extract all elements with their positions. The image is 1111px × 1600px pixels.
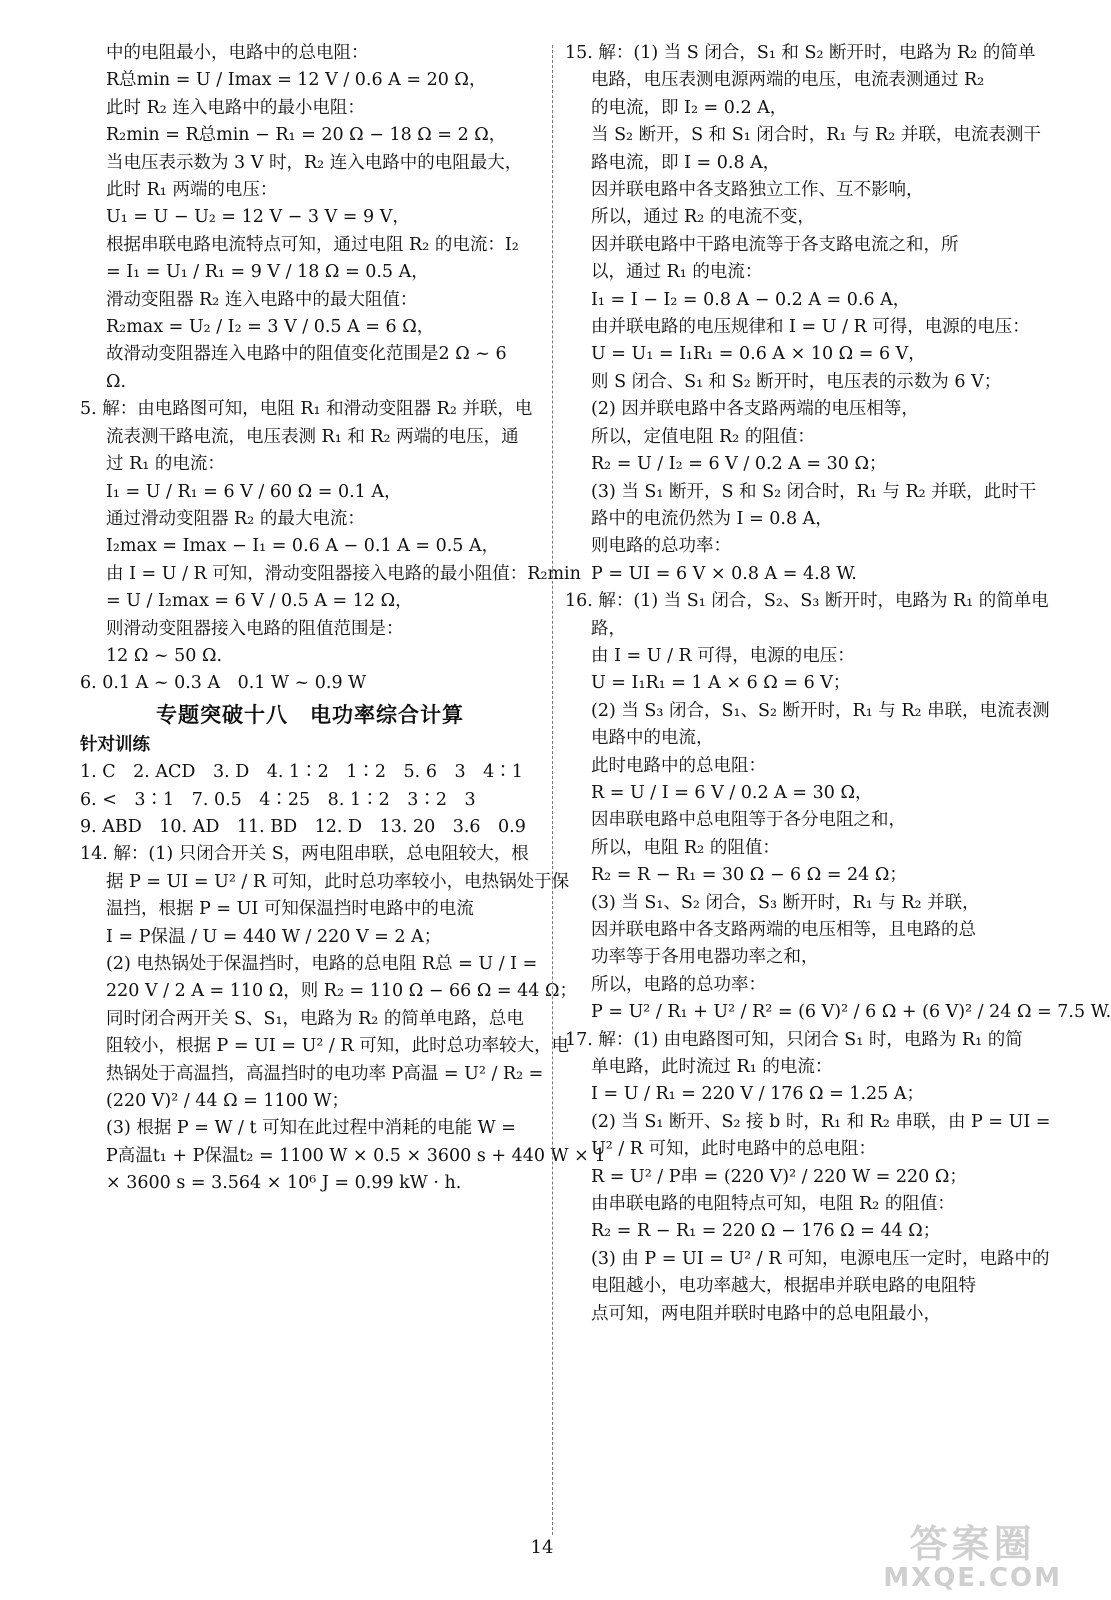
text-line: 中的电阻最小，电路中的总电阻： xyxy=(106,43,369,63)
text-line: 据 P = UI = U² / R 可知，此时总功率较小，电热锅处于保 xyxy=(106,871,570,892)
column-divider xyxy=(552,45,553,1535)
text-line: 12 Ω ~ 50 Ω. xyxy=(106,645,223,666)
text-line: 所以，电路的总功率： xyxy=(591,974,766,995)
text-line: 由 I = U / R 可知，滑动变阻器接入电路的最小阻值：R₂min xyxy=(106,563,581,584)
left-column xyxy=(80,40,606,1198)
text-line: 5. 解：由电路图可知，电阻 R₁ 和滑动变阻器 R₂ 并联，电 xyxy=(80,399,533,420)
text-line: R₂ = R − R₁ = 30 Ω − 6 Ω = 24 Ω； xyxy=(591,865,907,886)
text-line: 流表测干路电流，电压表测 R₁ 和 R₂ 两端的电压，通 xyxy=(106,426,519,447)
text-line: = U / I₂max = 6 V / 0.5 A = 12 Ω， xyxy=(106,591,413,612)
text-line: 则 S 闭合、S₁ 和 S₂ 断开时，电压表的示数为 6 V； xyxy=(591,371,1002,392)
text-line: (2) 当 S₃ 闭合，S₁、S₂ 断开时，R₁ 与 R₂ 串联，电流表测 xyxy=(591,700,1050,721)
right-column xyxy=(565,40,1111,1328)
text-line: U₁ = U − U₂ = 12 V − 3 V = 9 V， xyxy=(106,207,410,228)
text-line: 14. 解：(1) 只闭合开关 S，两电阻串联，总电阻较大，根 xyxy=(80,844,529,865)
text-line: R₂ = R − R₁ = 220 Ω − 176 Ω = 44 Ω； xyxy=(591,1221,941,1242)
text-line: 根据串联电路电流特点可知，通过电阻 R₂ 的电流：I₂ xyxy=(106,234,519,255)
text-line: 热锅处于高温挡，高温挡时的电功率 P高温 = U² / R₂ = xyxy=(106,1063,544,1084)
text-line: 因串联电路中总电阻等于各分电阻之和， xyxy=(591,810,906,831)
text-line: 由 I = U / R 可得，电源的电压： xyxy=(591,645,855,666)
text-line: 路电流，即 I = 0.8 A， xyxy=(591,152,781,173)
text-line: 1. C 2. ACD 3. D 4. 1∶2 1∶2 5. 6 3 4∶1 xyxy=(80,762,523,783)
text-line: 15. 解：(1) 当 S 闭合，S₁ 和 S₂ 断开时，电路为 R₂ 的简单 xyxy=(565,43,1036,63)
text-line: U = I₁R₁ = 1 A × 6 Ω = 6 V； xyxy=(591,673,851,694)
text-line: I₁ = I − I₂ = 0.8 A − 0.2 A = 0.6 A， xyxy=(591,289,911,310)
text-line: = I₁ = U₁ / R₁ = 9 V / 18 Ω = 0.5 A， xyxy=(106,262,429,283)
text-line: R = U² / P串 = (220 V)² / 220 W = 220 Ω； xyxy=(591,1166,967,1187)
text-line: 6. < 3∶1 7. 0.5 4∶25 8. 1∶2 3∶2 3 xyxy=(80,789,476,810)
text-line: (3) 当 S₁、S₂ 闭合，S₃ 断开时，R₁ 与 R₂ 并联， xyxy=(591,892,980,913)
text-line: 17. 解：(1) 由电路图可知，只闭合 S₁ 时，电路为 R₁ 的简 xyxy=(565,1029,1023,1050)
text-line: I₁ = U / R₁ = 6 V / 60 Ω = 0.1 A， xyxy=(106,481,402,502)
text-line: 以，通过 R₁ 的电流： xyxy=(591,262,763,283)
text-line: 温挡，根据 P = UI 可知保温挡时电路中的电流 xyxy=(106,899,474,920)
watermark-site: MXQE.COM xyxy=(883,1562,1062,1593)
text-line: 点可知，两电阻并联时电路中的总电阻最小， xyxy=(591,1303,941,1324)
text-line: 阻较小，根据 P = UI = U² / R 可知，此时总功率较大，电 xyxy=(106,1036,570,1057)
subsection-heading: 针对训练 xyxy=(80,734,150,755)
text-line: 所以，电阻 R₂ 的阻值： xyxy=(591,837,780,858)
text-line: 电阻越小，电功率越大，根据串并联电路的电阻特 xyxy=(591,1276,976,1297)
text-line: 同时闭合两开关 S、S₁，电路为 R₂ 的简单电路，总电 xyxy=(106,1008,524,1029)
text-line: 此时 R₂ 连入电路中的最小电阻： xyxy=(106,97,365,118)
text-line: I₂max = Imax − I₁ = 0.6 A − 0.1 A = 0.5 A， xyxy=(106,536,500,557)
text-line: I = P保温 / U = 440 W / 220 V = 2 A； xyxy=(106,926,442,947)
page-number: 14 xyxy=(530,1537,554,1558)
text-line: 9. ABD 10. AD 11. BD 12. D 13. 20 3.6 0.9 xyxy=(80,816,526,837)
text-line: 当 S₂ 断开，S 和 S₁ 闭合时，R₁ 与 R₂ 并联，电流表测干 xyxy=(591,125,1041,146)
text-line: 此时 R₁ 两端的电压： xyxy=(106,180,278,201)
text-line: 电路，电压表测电源两端的电压，电流表测通过 R₂ xyxy=(591,70,985,91)
text-line: 路中的电流仍然为 I = 0.8 A， xyxy=(591,508,833,529)
text-line: 所以，定值电阻 R₂ 的阻值： xyxy=(591,426,815,447)
text-line: 的电流，即 I₂ = 0.2 A， xyxy=(591,97,788,118)
text-line: (3) 根据 P = W / t 可知在此过程中消耗的电能 W = xyxy=(106,1118,516,1139)
text-line: U² / R 可知，此时电路中的总电阻： xyxy=(591,1139,877,1160)
text-line: 过 R₁ 的电流： xyxy=(106,454,225,475)
text-line: 当电压表示数为 3 V 时，R₂ 连入电路中的电阻最大， xyxy=(106,152,523,173)
text-line: × 3600 s = 3.564 × 10⁶ J = 0.99 kW · h. xyxy=(106,1173,462,1194)
text-line: 220 V / 2 A = 110 Ω，则 R₂ = 110 Ω − 66 Ω = 44 Ω； xyxy=(106,981,577,1002)
text-line: 因并联电路中各支路独立工作、互不影响， xyxy=(591,180,924,201)
text-line: R = U / I = 6 V / 0.2 A = 30 Ω， xyxy=(591,782,873,803)
text-line: 6. 0.1 A ~ 0.3 A 0.1 W ~ 0.9 W xyxy=(80,673,367,694)
watermark-brand: 答案圈 xyxy=(909,1521,1036,1566)
text-line: 故滑动变阻器连入电路中的阻值变化范围是2 Ω ~ 6 xyxy=(106,344,507,365)
text-line: 由串联电路的电阻特点可知，电阻 R₂ 的阻值： xyxy=(591,1194,955,1215)
text-line: 则电路的总功率： xyxy=(591,536,731,557)
text-line: 所以，通过 R₂ 的电流不变， xyxy=(591,207,815,228)
text-line: 功率等于各用电器功率之和， xyxy=(591,947,819,968)
text-line: 此时电路中的总电阻： xyxy=(591,755,766,776)
text-line: (3) 当 S₁ 断开，S 和 S₂ 闭合时，R₁ 与 R₂ 并联，此时干 xyxy=(591,481,1037,502)
text-line: 因并联电路中各支路两端的电压相等，且电路的总 xyxy=(591,920,976,940)
text-line: 路， xyxy=(591,618,626,639)
text-line: (2) 当 S₁ 断开、S₂ 接 b 时，R₁ 和 R₂ 串联，由 P = UI = xyxy=(591,1111,1051,1132)
text-line: R₂max = U₂ / I₂ = 3 V / 0.5 A = 6 Ω， xyxy=(106,317,435,338)
text-line: (2) 因并联电路中各支路两端的电压相等， xyxy=(591,399,919,420)
text-line: R₂min = R总min − R₁ = 20 Ω − 18 Ω = 2 Ω， xyxy=(106,125,507,146)
text-line: (2) 电热锅处于保温挡时，电路的总电阻 R总 = U / I = xyxy=(106,954,538,974)
text-line: 由并联电路的电压规律和 I = U / R 可得，电源的电压： xyxy=(591,317,1030,338)
text-line: Ω. xyxy=(106,371,127,392)
text-line: 电路中的电流， xyxy=(591,728,714,749)
text-line: 则滑动变阻器接入电路的阻值范围是： xyxy=(106,618,404,639)
text-line: P高温t₁ + P保温t₂ = 1100 W × 0.5 × 3600 s + 440 W × 1 xyxy=(106,1145,606,1166)
text-line: R总min = U / Imax = 12 V / 0.6 A = 20 Ω， xyxy=(106,70,487,91)
text-line: 因并联电路中干路电流等于各支路电流之和，所 xyxy=(591,234,959,255)
text-line: I = U / R₁ = 220 V / 176 Ω = 1.25 A； xyxy=(591,1084,925,1105)
text-line: 16. 解：(1) 当 S₁ 闭合，S₂、S₃ 断开时，电路为 R₁ 的简单电 xyxy=(565,591,1049,612)
text-line: P = U² / R₁ + U² / R² = (6 V)² / 6 Ω + (6 V)² / 24 Ω = 7.5 W. xyxy=(591,1002,1111,1023)
text-line: U = U₁ = I₁R₁ = 0.6 A × 10 Ω = 6 V， xyxy=(591,344,926,365)
text-line: (3) 由 P = UI = U² / R 可知，电源电压一定时，电路中的 xyxy=(591,1248,1050,1269)
section-heading: 专题突破十八 电功率综合计算 xyxy=(156,702,464,727)
watermark-logo xyxy=(883,1521,1062,1593)
text-line: R₂ = U / I₂ = 6 V / 0.2 A = 30 Ω； xyxy=(591,454,887,475)
text-line: P = UI = 6 V × 0.8 A = 4.8 W. xyxy=(591,563,857,584)
text-line: 滑动变阻器 R₂ 连入电路中的最大阻值： xyxy=(106,289,418,310)
text-line: (220 V)² / 44 Ω = 1100 W； xyxy=(106,1091,350,1112)
text-line: 单电路，此时流过 R₁ 的电流： xyxy=(591,1057,833,1078)
text-line: 通过滑动变阻器 R₂ 的最大电流： xyxy=(106,508,365,529)
